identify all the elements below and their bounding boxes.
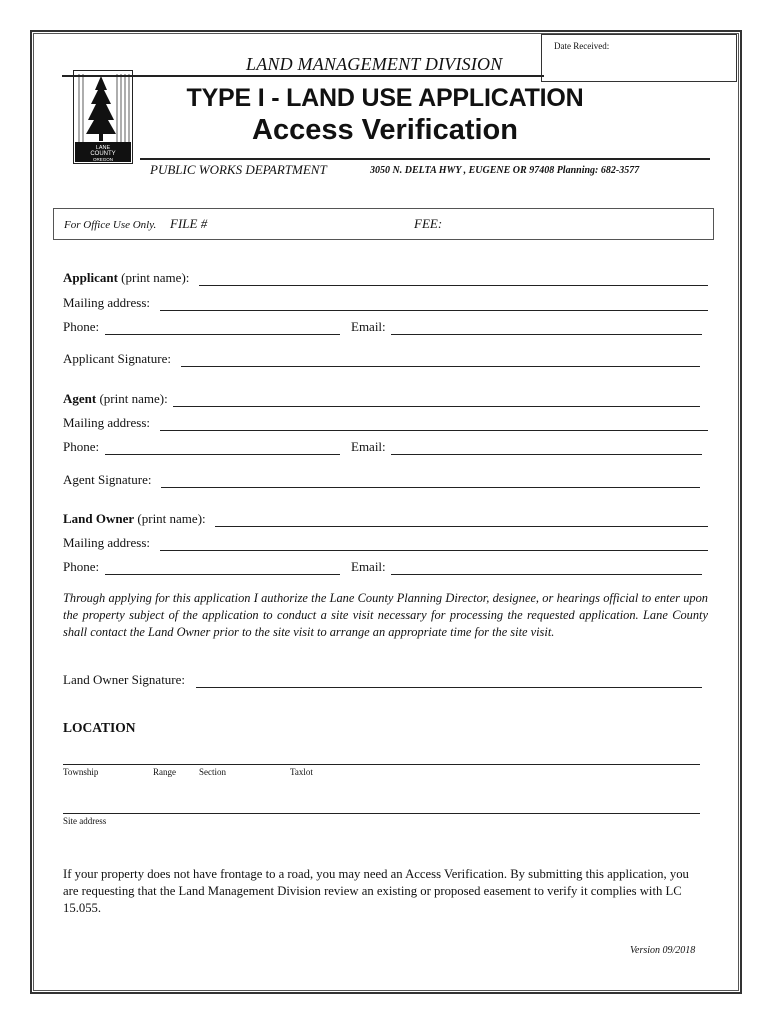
agent-phone-line[interactable] bbox=[105, 454, 340, 455]
date-received-label: Date Received: bbox=[554, 41, 610, 51]
signature-label: Land Owner Signature: bbox=[63, 672, 186, 687]
owner-phone-line[interactable] bbox=[105, 574, 340, 575]
owner-signature-field[interactable] bbox=[63, 672, 708, 692]
fee-field[interactable]: FEE: bbox=[414, 216, 443, 231]
owner-name-line[interactable] bbox=[215, 526, 708, 527]
signature-label: Applicant Signature: bbox=[63, 351, 171, 366]
applicant-mailing-field[interactable] bbox=[63, 295, 708, 315]
logo-text-lane: LANE bbox=[95, 145, 111, 151]
office-use-label: For Office Use Only. bbox=[64, 219, 157, 231]
division-name: LAND MANAGEMENT DIVISION bbox=[246, 54, 503, 74]
applicant-phone-line[interactable] bbox=[105, 334, 340, 335]
land-owner-label: Land Owner bbox=[63, 511, 135, 526]
applicant-signature-field[interactable] bbox=[63, 351, 708, 371]
mailing-label: Mailing address: bbox=[63, 415, 151, 430]
township-range-line[interactable] bbox=[63, 764, 700, 765]
applicant-mailing-line[interactable] bbox=[160, 310, 708, 311]
agent-name-line[interactable] bbox=[173, 406, 700, 407]
signature-label: Agent Signature: bbox=[63, 472, 152, 487]
mailing-label: Mailing address: bbox=[63, 535, 151, 550]
file-number-field[interactable]: FILE # bbox=[170, 216, 208, 231]
phone-label: Phone: bbox=[63, 559, 100, 574]
authorization-statement: Through applying for this application I authorize the Lane County Planning Director, designee, or hearings official to enter upon the property subject of the application to conduct a site visit necessary for processing the requested application. Lane County shall contact the Land Owner prior to the site visit to arrange an appropriate time for the site visit. bbox=[63, 591, 708, 639]
township-label: Township bbox=[63, 767, 99, 777]
owner-name-field[interactable] bbox=[63, 511, 708, 531]
version-label: Version 09/2018 bbox=[630, 945, 696, 956]
logo-text-oregon: OREGON bbox=[92, 157, 114, 162]
owner-mailing-line[interactable] bbox=[160, 550, 708, 551]
owner-signature-line[interactable] bbox=[196, 687, 702, 688]
agent-signature-field[interactable] bbox=[63, 472, 708, 492]
agent-mailing-field[interactable] bbox=[63, 415, 708, 435]
date-received-box[interactable] bbox=[541, 34, 737, 82]
applicant-name-line[interactable] bbox=[199, 285, 708, 286]
agent-signature-line[interactable] bbox=[161, 487, 700, 488]
department-name: PUBLIC WORKS DEPARTMENT bbox=[150, 162, 327, 177]
phone-label: Phone: bbox=[63, 319, 100, 334]
applicant-label: Applicant bbox=[63, 270, 118, 285]
taxlot-label: Taxlot bbox=[290, 767, 313, 777]
form-subtitle: Access Verification bbox=[252, 114, 518, 146]
print-name-label: (print name): bbox=[96, 391, 168, 406]
email-label: Email: bbox=[351, 559, 386, 574]
access-verification-note: If your property does not have frontage to a road, you may need an Access Verification. By submitting this application, you are requesting that the Land Management Division review an existing or proposed easement to verify it complies with LC 15.055. bbox=[63, 867, 689, 915]
logo-text-county: COUNTY bbox=[90, 151, 116, 157]
applicant-contact-row[interactable] bbox=[63, 319, 708, 339]
section-label: Section bbox=[199, 767, 226, 777]
department-address: 3050 N. DELTA HWY , EUGENE OR 97408 Planning: 682-3577 bbox=[370, 165, 640, 176]
site-address-line[interactable] bbox=[63, 813, 700, 814]
owner-email-line[interactable] bbox=[391, 574, 702, 575]
applicant-email-line[interactable] bbox=[391, 334, 702, 335]
range-label: Range bbox=[153, 767, 176, 777]
agent-label: Agent bbox=[63, 391, 97, 406]
agent-email-line[interactable] bbox=[391, 454, 702, 455]
division-rule bbox=[62, 75, 544, 77]
agent-contact-row[interactable] bbox=[63, 439, 708, 459]
applicant-signature-line[interactable] bbox=[181, 366, 700, 367]
print-name-label: (print name): bbox=[117, 270, 190, 285]
form-title: TYPE I - LAND USE APPLICATION bbox=[186, 84, 584, 112]
location-heading: LOCATION bbox=[63, 720, 136, 735]
email-label: Email: bbox=[351, 439, 386, 454]
agent-mailing-line[interactable] bbox=[160, 430, 708, 431]
owner-mailing-field[interactable] bbox=[63, 535, 708, 555]
owner-contact-row[interactable] bbox=[63, 559, 708, 579]
email-label: Email: bbox=[351, 319, 386, 334]
phone-label: Phone: bbox=[63, 439, 100, 454]
department-rule bbox=[140, 158, 710, 160]
agent-name-field[interactable] bbox=[63, 391, 708, 411]
applicant-name-field[interactable] bbox=[63, 270, 708, 290]
print-name-label: (print name): bbox=[134, 511, 206, 526]
mailing-label: Mailing address: bbox=[63, 295, 151, 310]
site-address-label: Site address bbox=[63, 816, 107, 826]
